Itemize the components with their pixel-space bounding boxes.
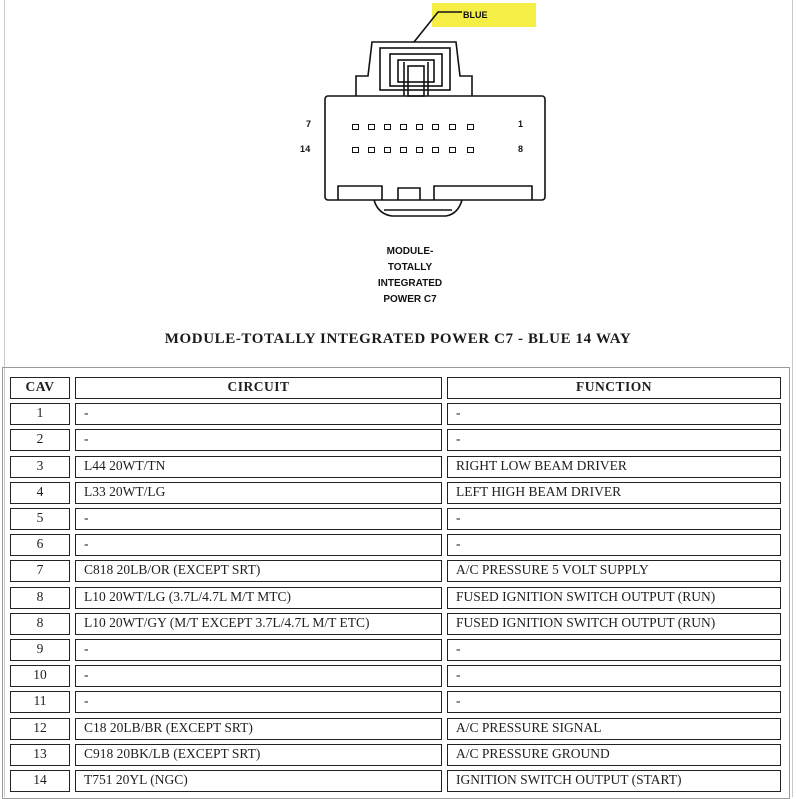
cav-cell: 8 [10, 587, 70, 609]
circuit-cell: - [75, 429, 442, 451]
cavity-number-left-top: 7 [306, 119, 312, 129]
connector-diagram [0, 0, 796, 320]
circuit-cell: - [75, 665, 442, 687]
pin-cavity [384, 147, 391, 153]
function-cell: IGNITION SWITCH OUTPUT (START) [447, 770, 781, 792]
header-circuit: CIRCUIT [75, 377, 442, 399]
function-cell: A/C PRESSURE SIGNAL [447, 718, 781, 740]
function-cell: A/C PRESSURE 5 VOLT SUPPLY [447, 560, 781, 582]
circuit-cell: T751 20YL (NGC) [75, 770, 442, 792]
function-cell: - [447, 691, 781, 713]
pin-cavity [352, 147, 359, 153]
pin-cavity [352, 124, 359, 130]
pin-cavity [368, 124, 375, 130]
pin-cavity [400, 147, 407, 153]
function-cell: LEFT HIGH BEAM DRIVER [447, 482, 781, 504]
circuit-cell: C18 20LB/BR (EXCEPT SRT) [75, 718, 442, 740]
cav-cell: 4 [10, 482, 70, 504]
cavity-number-right-top: 1 [518, 119, 524, 129]
function-cell: - [447, 403, 781, 425]
function-cell: - [447, 508, 781, 530]
cav-cell: 7 [10, 560, 70, 582]
cav-cell: 13 [10, 744, 70, 766]
pin-cavity [449, 124, 456, 130]
cavity-number-left-bottom: 14 [300, 144, 311, 154]
wire-color-label: BLUE [463, 10, 488, 20]
pin-cavity [432, 124, 439, 130]
cav-cell: 11 [10, 691, 70, 713]
circuit-cell: L10 20WT/GY (M/T EXCEPT 3.7L/4.7L M/T ETC) [75, 613, 442, 635]
header-function: FUNCTION [447, 377, 781, 399]
cavity-number-right-bottom: 8 [518, 144, 524, 154]
connector-title: MODULE-TOTALLY INTEGRATED POWER C7 - BLUE 14 WAY [164, 331, 632, 347]
caption-line: MODULE- [386, 246, 434, 257]
circuit-cell: - [75, 534, 442, 556]
cav-cell: 12 [10, 718, 70, 740]
cav-cell: 9 [10, 639, 70, 661]
circuit-cell: - [75, 639, 442, 661]
cav-cell: 8 [10, 613, 70, 635]
function-cell: FUSED IGNITION SWITCH OUTPUT (RUN) [447, 613, 781, 635]
function-cell: - [447, 665, 781, 687]
pin-cavity [400, 124, 407, 130]
leader-line [414, 12, 462, 42]
function-cell: - [447, 639, 781, 661]
function-cell: - [447, 534, 781, 556]
cav-cell: 5 [10, 508, 70, 530]
circuit-cell: L44 20WT/TN [75, 456, 442, 478]
cav-cell: 14 [10, 770, 70, 792]
connector-caption [340, 244, 480, 308]
function-cell: FUSED IGNITION SWITCH OUTPUT (RUN) [447, 587, 781, 609]
pin-cavity [432, 147, 439, 153]
circuit-cell: - [75, 403, 442, 425]
cav-cell: 3 [10, 456, 70, 478]
circuit-cell: L10 20WT/LG (3.7L/4.7L M/T MTC) [75, 587, 442, 609]
function-cell: - [447, 429, 781, 451]
circuit-cell: - [75, 508, 442, 530]
caption-line: INTEGRATED [377, 278, 443, 289]
cav-cell: 2 [10, 429, 70, 451]
pin-cavity [416, 124, 423, 130]
circuit-cell: L33 20WT/LG [75, 482, 442, 504]
cav-cell: 10 [10, 665, 70, 687]
circuit-cell: - [75, 691, 442, 713]
function-cell: A/C PRESSURE GROUND [447, 744, 781, 766]
pin-cavity [467, 147, 474, 153]
circuit-cell: C918 20BK/LB (EXCEPT SRT) [75, 744, 442, 766]
pin-cavity [416, 147, 423, 153]
caption-line: TOTALLY [387, 262, 433, 273]
cav-cell: 1 [10, 403, 70, 425]
circuit-cell: C818 20LB/OR (EXCEPT SRT) [75, 560, 442, 582]
function-cell: RIGHT LOW BEAM DRIVER [447, 456, 781, 478]
caption-line: POWER C7 [383, 294, 437, 305]
pin-cavity [368, 147, 375, 153]
pin-cavity [467, 124, 474, 130]
cav-cell: 6 [10, 534, 70, 556]
pin-cavity [449, 147, 456, 153]
header-cav: CAV [10, 377, 70, 399]
pin-cavity [384, 124, 391, 130]
